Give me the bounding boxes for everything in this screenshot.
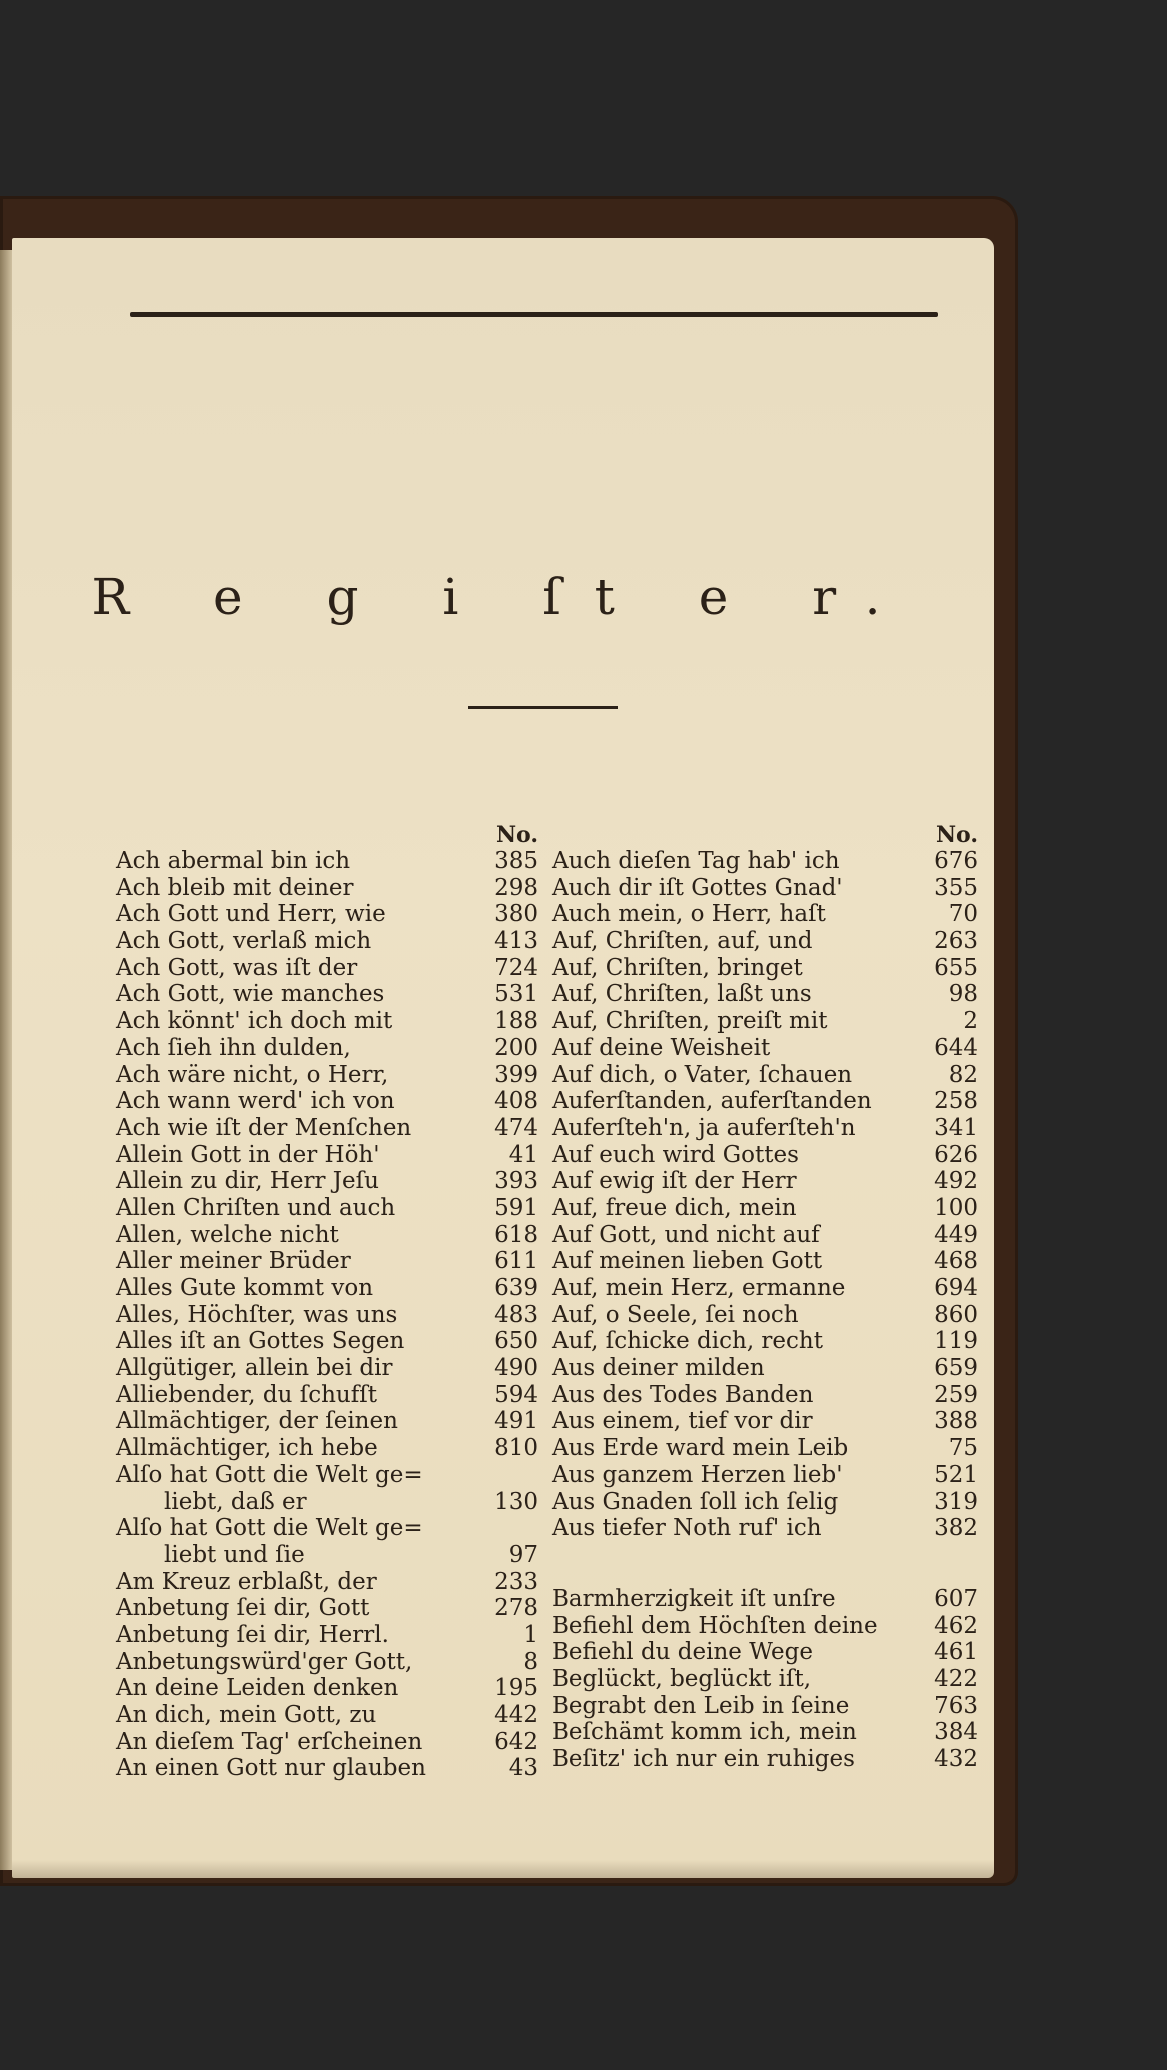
entry-number: 642 — [494, 1728, 538, 1755]
index-entry — [552, 1693, 984, 1720]
index-entry — [552, 1088, 984, 1115]
entry-text: Auf, ſchicke dich, recht — [552, 1328, 823, 1355]
index-entry — [116, 1328, 544, 1355]
index-entry — [116, 1062, 544, 1089]
index-entry — [116, 1302, 544, 1329]
entry-text: Alles iſt an Gottes Segen — [116, 1328, 405, 1355]
entry-number: 763 — [934, 1692, 978, 1719]
entry-number: 860 — [934, 1301, 978, 1328]
index-entry — [552, 1382, 984, 1409]
entry-number: 98 — [948, 981, 978, 1008]
entry-number: 413 — [494, 928, 538, 955]
entry-number: 82 — [948, 1061, 978, 1088]
index-entry — [552, 955, 984, 982]
index-entry — [552, 901, 984, 928]
index-entry — [116, 1248, 544, 1275]
entry-text: Anbetung ſei dir, Herrl. — [116, 1621, 389, 1648]
entry-text: Auf euch wird Gottes — [552, 1141, 799, 1168]
left-column — [116, 806, 544, 1782]
entry-number: 393 — [494, 1168, 538, 1195]
index-entry — [552, 1408, 984, 1435]
index-entry — [116, 1435, 544, 1462]
entry-text: Allen Chriſten und auch — [116, 1194, 396, 1221]
index-entry — [552, 1515, 984, 1542]
entry-text: Aus einem, tief vor dir — [552, 1408, 813, 1435]
entry-number: 97 — [508, 1541, 538, 1568]
index-entry — [552, 1195, 984, 1222]
entry-text: Beſchämt komm ich, mein — [552, 1719, 857, 1746]
index-entry — [116, 1595, 544, 1622]
index-entry — [552, 1142, 984, 1169]
entry-number: 810 — [494, 1435, 538, 1462]
entry-number: 195 — [494, 1675, 538, 1702]
entry-number: 41 — [508, 1141, 538, 1168]
index-entry — [552, 1115, 984, 1142]
entry-text: Aus Erde ward mein Leib — [552, 1435, 849, 1462]
entry-text: Alliebender, du ſchufſt — [116, 1381, 377, 1408]
entry-text: Ach wäre nicht, o Herr, — [116, 1061, 389, 1088]
entry-text: Ach wie iſt der Menſchen — [116, 1114, 412, 1141]
index-entry — [116, 1115, 544, 1142]
entry-number: 483 — [494, 1301, 538, 1328]
entry-text: Auf, Chriſten, bringet — [552, 954, 803, 981]
book-page — [12, 238, 994, 1878]
entry-text: Anbetungswürd'ger Gott, — [116, 1648, 413, 1675]
entry-text: Beglückt, beglückt iſt, — [552, 1665, 812, 1692]
index-entry — [552, 1666, 984, 1693]
entry-number: 355 — [934, 874, 978, 901]
right-entries-b — [552, 1586, 984, 1773]
entry-text: Begrabt den Leib in ſeine — [552, 1692, 850, 1719]
entry-number: 388 — [934, 1408, 978, 1435]
entry-text: An deine Leiden denken — [116, 1675, 399, 1702]
entry-number: 258 — [934, 1088, 978, 1115]
entry-number: 676 — [934, 848, 978, 874]
entry-text: Auf, freue dich, mein — [552, 1194, 797, 1221]
entry-text: Auf ewig iſt der Herr — [552, 1168, 797, 1195]
entry-number: 259 — [934, 1381, 978, 1408]
entry-text: Auf, Chriſten, preiſt mit — [552, 1008, 828, 1035]
index-entry — [552, 1328, 984, 1355]
entry-number: 639 — [494, 1275, 538, 1301]
entry-number: 492 — [934, 1168, 978, 1195]
right-column — [552, 806, 984, 1773]
entry-number: 442 — [494, 1702, 538, 1728]
entry-number: 130 — [494, 1488, 538, 1515]
index-entry — [552, 1008, 984, 1035]
entry-text: Allgütiger, allein bei dir — [116, 1355, 393, 1382]
entry-number: 531 — [494, 981, 538, 1008]
entry-number: 382 — [934, 1515, 978, 1542]
entry-text: Allmächtiger, der ſeinen — [116, 1408, 398, 1435]
entry-number: 491 — [494, 1408, 538, 1435]
entry-number: 319 — [934, 1488, 978, 1515]
entry-text: Alſo hat Gott die Welt ge= — [116, 1461, 423, 1488]
index-entry — [116, 928, 544, 955]
entry-number: 298 — [494, 874, 538, 901]
index-entry — [552, 1168, 984, 1195]
entry-text: Befiehl du deine Wege — [552, 1639, 813, 1666]
index-entry — [552, 981, 984, 1008]
index-entry — [116, 1675, 544, 1702]
index-entry — [552, 1062, 984, 1089]
entry-number: 100 — [934, 1194, 978, 1221]
entry-text: Ach Gott und Herr, wie — [116, 901, 386, 928]
entry-number: 43 — [508, 1755, 538, 1782]
entry-number: 2 — [963, 1008, 978, 1035]
entry-text: Aus tiefer Noth ruf' ich — [552, 1515, 822, 1542]
entry-text: Ach Gott, verlaß mich — [116, 928, 372, 955]
index-entry — [116, 955, 544, 982]
entry-text: Auferſtanden, auferſtanden — [552, 1088, 872, 1115]
index-entry — [116, 1729, 544, 1756]
index-entry — [116, 1462, 544, 1489]
index-entry — [116, 981, 544, 1008]
entry-text: An dich, mein Gott, zu — [116, 1702, 377, 1728]
entry-number: 655 — [934, 954, 978, 981]
entry-number: 119 — [934, 1328, 978, 1355]
entry-text: Ach ſieh ihn dulden, — [116, 1034, 351, 1061]
index-entry — [116, 875, 544, 902]
index-entry — [116, 1088, 544, 1115]
entry-text: Aus Gnaden ſoll ich ſelig — [552, 1488, 839, 1515]
entry-text: Allmächtiger, ich hebe — [116, 1435, 378, 1462]
entry-text: Ach könnt' ich doch mit — [116, 1008, 393, 1035]
entry-number: 607 — [934, 1585, 978, 1612]
index-entry — [552, 1302, 984, 1329]
entry-number: 263 — [934, 928, 978, 955]
entry-number: 650 — [494, 1328, 538, 1355]
entry-number: 233 — [494, 1568, 538, 1595]
index-entry — [552, 848, 984, 875]
index-entry — [552, 928, 984, 955]
entry-number: 468 — [934, 1248, 978, 1275]
index-entry — [552, 1639, 984, 1666]
entry-number: 594 — [494, 1381, 538, 1408]
index-entry — [552, 875, 984, 902]
entry-text: Alles, Höchſter, was uns — [116, 1301, 398, 1328]
entry-number: 188 — [494, 1008, 538, 1035]
index-entry — [116, 1755, 544, 1782]
entry-text: Ach abermal bin ich — [116, 848, 351, 874]
entry-text: Ach bleib mit deiner — [116, 874, 354, 901]
entry-text: liebt, daß er — [164, 1488, 307, 1515]
index-entry — [552, 1275, 984, 1302]
entry-number: 618 — [494, 1221, 538, 1248]
entry-number: 200 — [494, 1034, 538, 1061]
entry-number: 70 — [948, 901, 978, 928]
index-entry — [116, 1382, 544, 1409]
entry-text: An dieſem Tag' erſcheinen — [116, 1728, 423, 1755]
entry-number: 694 — [934, 1275, 978, 1301]
index-entry — [552, 1586, 984, 1613]
entry-number: 462 — [934, 1612, 978, 1639]
entry-number: 490 — [494, 1355, 538, 1382]
entry-text: Aus des Todes Banden — [552, 1381, 814, 1408]
entry-text: liebt und ſie — [164, 1541, 305, 1568]
entry-number: 474 — [494, 1114, 538, 1141]
entry-number: 384 — [934, 1719, 978, 1746]
entry-text: Auf dich, o Vater, ſchauen — [552, 1061, 853, 1088]
entry-number: 659 — [934, 1355, 978, 1382]
entry-text: Allein Gott in der Höh' — [116, 1141, 380, 1168]
entry-text: Aus ganzem Herzen lieb' — [552, 1461, 843, 1488]
entry-text: Auf, Chriſten, laßt uns — [552, 981, 812, 1008]
section-spacer — [552, 1542, 984, 1586]
entry-text: Auferſteh'n, ja auferſteh'n — [552, 1114, 856, 1141]
index-entry — [116, 1408, 544, 1435]
index-entry — [116, 1702, 544, 1729]
entry-number: 380 — [494, 901, 538, 928]
index-entry — [116, 1569, 544, 1596]
entry-text: Auf, o Seele, ſei noch — [552, 1301, 799, 1328]
entry-number: 521 — [934, 1461, 978, 1488]
entry-text: An einen Gott nur glauben — [116, 1755, 426, 1782]
entry-number: 422 — [934, 1665, 978, 1692]
index-entry — [116, 1008, 544, 1035]
entry-number: 626 — [934, 1141, 978, 1168]
page-shadow — [12, 1860, 994, 1880]
index-entry — [116, 1355, 544, 1382]
page-edges — [0, 250, 12, 1870]
index-entry — [552, 1035, 984, 1062]
index-entry — [116, 1622, 544, 1649]
index-entry — [116, 1142, 544, 1169]
entry-text: Ach wann werd' ich von — [116, 1088, 395, 1115]
index-entry — [552, 1746, 984, 1773]
entry-text: Barmherzigkeit iſt unſre — [552, 1585, 836, 1612]
entry-text: Beſitz' ich nur ein ruhiges — [552, 1746, 855, 1772]
entry-text: Allen, welche nicht — [116, 1221, 339, 1248]
entry-text: Aller meiner Brüder — [116, 1248, 351, 1275]
entry-number: 341 — [934, 1114, 978, 1141]
entry-number: 644 — [934, 1034, 978, 1061]
entry-text: Alſo hat Gott die Welt ge= — [116, 1515, 423, 1542]
entry-text: Auf meinen lieben Gott — [552, 1248, 823, 1275]
entry-text: Auf deine Weisheit — [552, 1034, 771, 1061]
entry-number: 385 — [494, 848, 538, 874]
entry-text: Befiehl dem Höchſten deine — [552, 1612, 878, 1639]
index-entry — [116, 901, 544, 928]
entry-number: 461 — [934, 1639, 978, 1666]
index-entry — [116, 1168, 544, 1195]
entry-text: Auch dir iſt Gottes Gnad' — [552, 874, 843, 901]
index-entry — [116, 1035, 544, 1062]
page-title: R e g i ſt e r. — [91, 568, 915, 626]
left-column-header: No. — [495, 822, 538, 848]
entry-text: Auf Gott, und nicht auf — [552, 1221, 820, 1248]
entry-number: 75 — [948, 1435, 978, 1462]
header-rule — [130, 312, 938, 317]
index-entry — [552, 1222, 984, 1249]
right-column-header: No. — [935, 822, 978, 848]
index-entry — [116, 1542, 544, 1569]
entry-number: 1 — [523, 1621, 538, 1648]
index-entry — [552, 1613, 984, 1640]
title-rule — [468, 706, 618, 709]
entry-text: Auch mein, o Herr, haſt — [552, 901, 826, 928]
entry-text: Auch dieſen Tag hab' ich — [552, 848, 840, 874]
entry-text: Alles Gute kommt von — [116, 1275, 374, 1301]
entry-text: Anbetung ſei dir, Gott — [116, 1595, 370, 1622]
index-entry — [552, 1248, 984, 1275]
index-entry — [116, 1649, 544, 1676]
entry-number: 432 — [934, 1746, 978, 1772]
entry-number: 8 — [523, 1648, 538, 1675]
entry-text: Allein zu dir, Herr Jeſu — [116, 1168, 379, 1195]
entry-number: 399 — [494, 1061, 538, 1088]
index-entry — [552, 1462, 984, 1489]
entry-text: Ach Gott, was iſt der — [116, 954, 358, 981]
right-entries-a — [552, 848, 984, 1542]
entry-number: 724 — [494, 954, 538, 981]
entry-number: 591 — [494, 1194, 538, 1221]
entry-number: 408 — [494, 1088, 538, 1115]
entry-text: Auf, mein Herz, ermanne — [552, 1275, 846, 1301]
index-entry — [116, 1275, 544, 1302]
index-entry — [116, 848, 544, 875]
index-entry — [552, 1435, 984, 1462]
entry-text: Ach Gott, wie manches — [116, 981, 385, 1008]
index-entry — [552, 1355, 984, 1382]
entry-text: Aus deiner milden — [552, 1355, 765, 1382]
index-entry — [552, 1719, 984, 1746]
entry-number: 278 — [494, 1595, 538, 1622]
index-entry — [116, 1195, 544, 1222]
entry-text: Am Kreuz erblaßt, der — [116, 1568, 377, 1595]
entry-number: 611 — [494, 1248, 538, 1275]
index-entry — [116, 1515, 544, 1542]
index-entry — [116, 1489, 544, 1516]
index-entry — [116, 1222, 544, 1249]
left-entries — [116, 848, 544, 1782]
index-entry — [552, 1489, 984, 1516]
entry-number: 449 — [934, 1221, 978, 1248]
entry-text: Auf, Chriſten, auf, und — [552, 928, 813, 955]
